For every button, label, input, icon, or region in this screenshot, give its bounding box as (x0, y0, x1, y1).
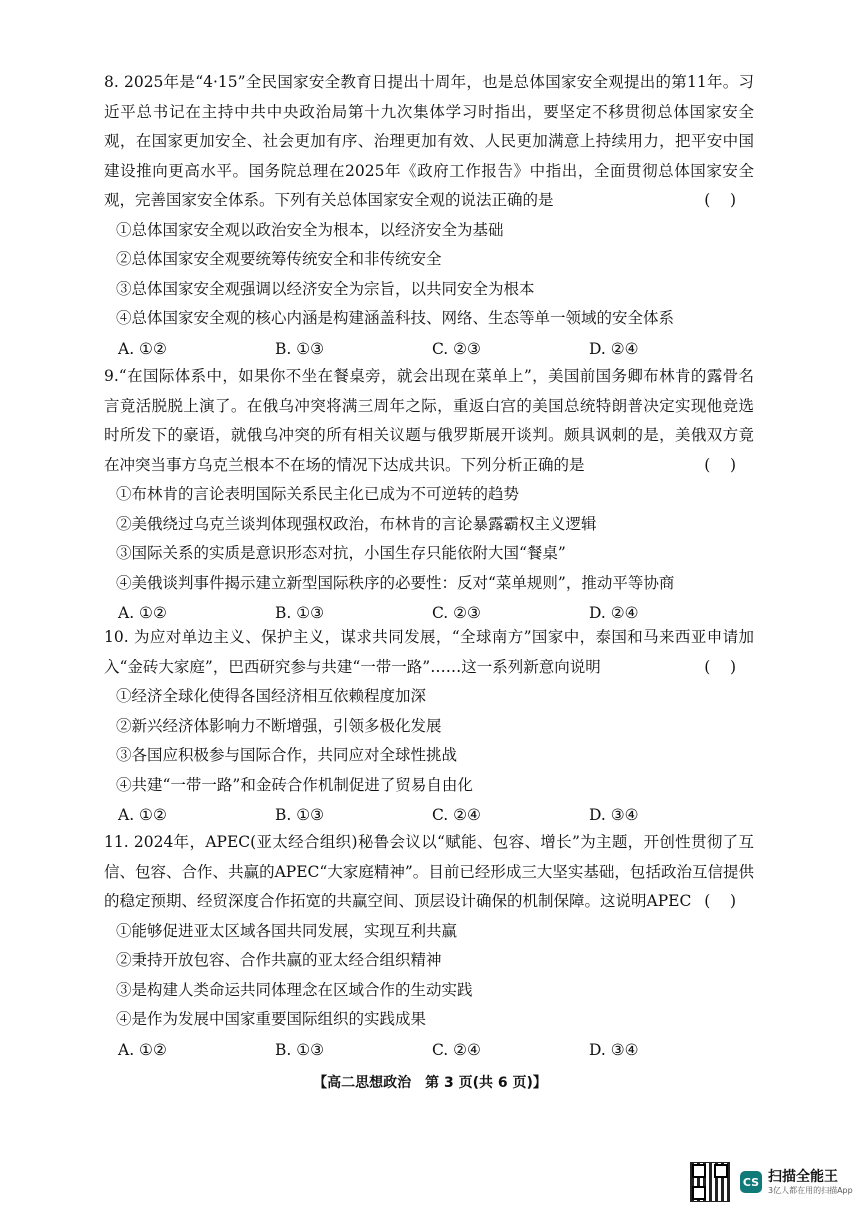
choice-d: D. ③④ (589, 806, 639, 824)
answer-blank: ( ) (704, 892, 736, 910)
qr-code-icon (690, 1162, 730, 1202)
option-2: ②总体国家安全观要统筹传统安全和非传统安全 (116, 250, 442, 268)
question-11 (104, 828, 754, 1065)
choice-b: B. ①③ (275, 806, 325, 824)
choice-a: A. ①② (118, 806, 167, 824)
option-2: ②美俄绕过乌克兰谈判体现强权政治，布林肯的言论暴露霸权主义逻辑 (116, 514, 597, 533)
choice-a: A. ①② (118, 604, 167, 622)
option-3: ③各国应积极参与国际合作，共同应对全球性挑战 (116, 746, 458, 764)
scanner-text (768, 1168, 853, 1196)
option-1: ①总体国家安全观以政治安全为根本，以经济安全为基础 (116, 220, 504, 239)
option-4: ④总体国家安全观的核心内涵是构建涵盖科技、网络、生态等单一领域的安全体系 (116, 309, 675, 327)
question-stem-text: 9.“在国际体系中，如果你不坐在餐桌旁，就会出现在菜单上”，美国前国务卿布林肯的露骨名言竟活脱脱上演了。在俄乌冲突将满三周年之际，重返白宫的美国总统特朗普决定实现他竞选时所发下的豪语，就俄乌冲突的所有相关议题与俄罗斯展开谈判。颇具讽刺的是，美俄双方竟在冲突当事方乌克兰根本不在场的情况下达成共识。下列分析正确的是 (104, 367, 754, 474)
question-stem-text: 10. 为应对单边主义、保护主义，谋求共同发展，“全球南方”国家中，泰国和马来西亚申请加入“金砖大家庭”，巴西研究参与共建“一带一路”……这一系列新意向说明 (104, 628, 754, 676)
option-4: ④共建“一带一路”和金砖合作机制促进了贸易自由化 (116, 775, 473, 794)
choice-c: C. ②④ (432, 806, 481, 824)
choice-c: C. ②③ (432, 339, 481, 358)
option-4: ④是作为发展中国家重要国际组织的实践成果 (116, 1010, 427, 1028)
choice-d: D. ③④ (589, 1040, 639, 1059)
scanner-watermark (690, 1162, 853, 1202)
option-4: ④美俄谈判事件揭示建立新型国际秩序的必要性：反对“菜单规则”，推动平等协商 (116, 573, 675, 592)
option-3: ③国际关系的实质是意识形态对抗，小国生存只能依附大国“餐桌” (116, 544, 566, 562)
option-2: ②秉持开放包容、合作共赢的亚太经合组织精神 (116, 951, 442, 969)
answer-blank: ( ) (704, 657, 736, 676)
choice-a: A. ①② (118, 1040, 167, 1059)
choice-d: D. ②④ (589, 339, 639, 358)
choice-d: D. ②④ (589, 604, 639, 622)
scanner-name: 扫描全能王 (768, 1169, 838, 1185)
question-stem-text: 11. 2024年，APEC(亚太经合组织)秘鲁会议以“赋能、包容、增长”为主题，开创性贯彻了互信、包容、合作、共赢的APEC“大家庭精神”。目前已经形成三大坚实基础，包括政治互信提供的稳定预期、经贸深度合作拓宽的共赢空间、顶层设计确保的机制保障。这说明APEC (104, 833, 754, 910)
choice-c: C. ②④ (432, 1040, 481, 1059)
scanner-subtitle: 3亿人都在用的扫描App (768, 1186, 853, 1195)
choice-b: B. ①③ (275, 604, 325, 622)
page-footer: 【高二思想政治 第 3 页(共 6 页)】 (313, 1075, 547, 1091)
camscanner-logo: CS (740, 1171, 762, 1193)
question-8 (104, 68, 754, 364)
question-9 (104, 362, 754, 628)
answer-choices (104, 800, 754, 830)
answer-choices (104, 1035, 754, 1065)
question-stem-text: 8. 2025年是“4·15”全民国家安全教育日提出十周年，也是总体国家安全观提出的第11年。习近平总书记在主持中共中央政治局第十九次集体学习时指出，要坚定不移贯彻总体国家安全观，在国家更加安全、社会更加有序、治理更加有效、人民更加满意上持续用力，把平安中国建设推向更高水平。国务院总理在2025年《政府工作报告》中指出，全面贯彻总体国家安全观，完善国家安全体系。下列有关总体国家安全观的说法正确的是 (104, 73, 754, 209)
choice-c: C. ②③ (432, 604, 481, 622)
answer-choices (104, 334, 754, 364)
question-stem (104, 828, 754, 917)
option-2: ②新兴经济体影响力不断增强，引领多极化发展 (116, 716, 442, 735)
choice-a: A. ①② (118, 339, 167, 358)
option-3: ③总体国家安全观强调以经济安全为宗旨，以共同安全为根本 (116, 279, 535, 298)
question-stem (104, 68, 754, 216)
option-1: ①布林肯的言论表明国际关系民主化已成为不可逆转的趋势 (116, 485, 520, 503)
choice-b: B. ①③ (275, 339, 325, 358)
option-3: ③是构建人类命运共同体理念在区域合作的生动实践 (116, 980, 473, 999)
answer-blank: ( ) (704, 455, 736, 474)
option-1: ①能够促进亚太区域各国共同发展，实现互利共赢 (116, 921, 458, 940)
option-1: ①经济全球化使得各国经济相互依赖程度加深 (116, 687, 427, 705)
choice-b: B. ①③ (275, 1040, 325, 1059)
question-10 (104, 623, 754, 830)
question-stem (104, 623, 754, 682)
answer-blank: ( ) (704, 191, 736, 209)
question-stem (104, 362, 754, 480)
